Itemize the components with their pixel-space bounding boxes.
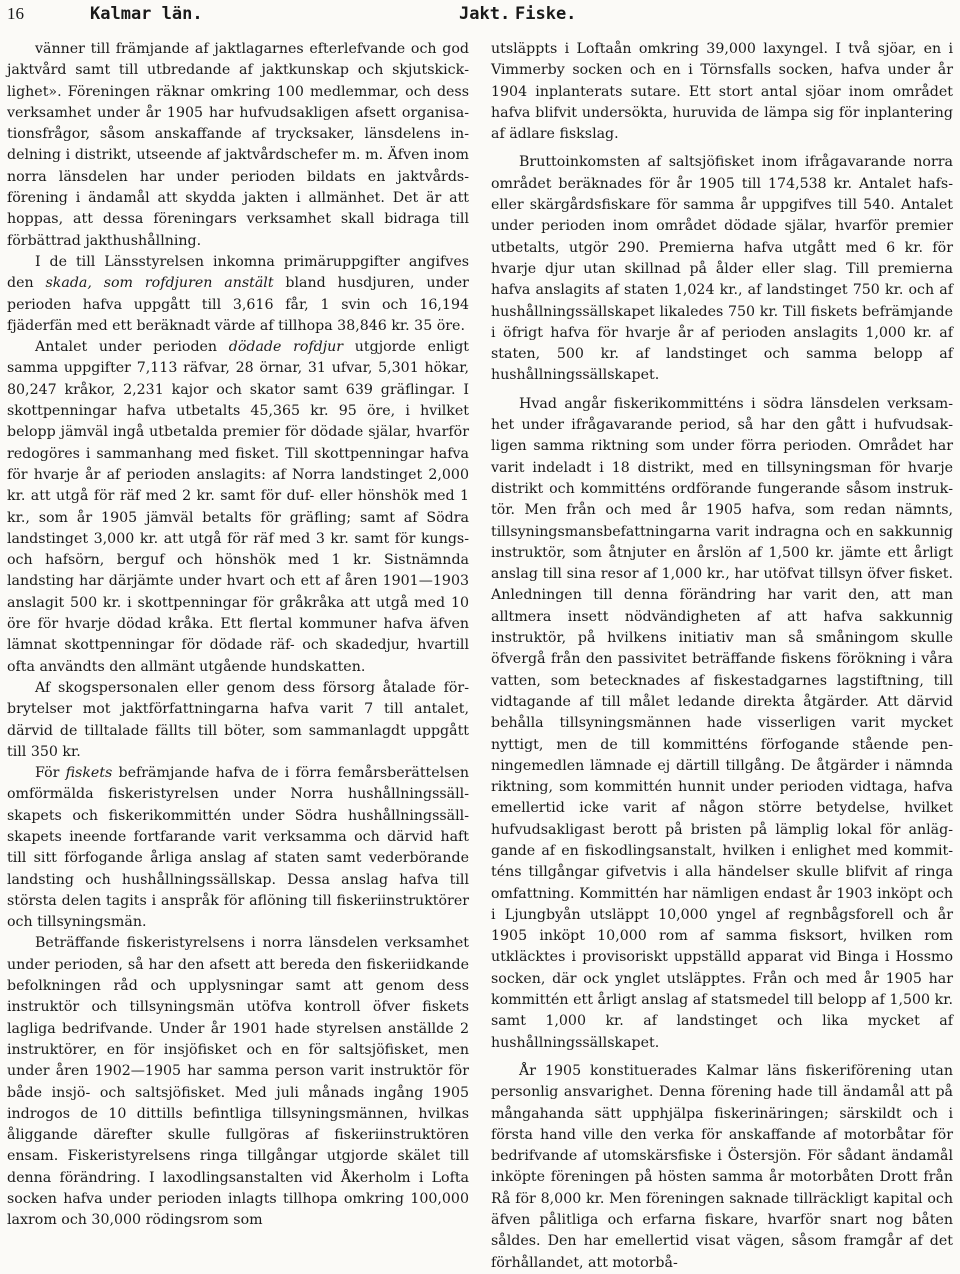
paragraph [7,678,469,763]
paragraph-text: utsläppts i Loftaån omkring 39,000 laxyngel. I två sjöar, en i Vimmerby socken och en i Törnsfalls socken, hafva under år 1904 inplanterats sutare. Ett stort antal sjöar inom området hafva blifvit undersökta, huruvida de lämpa sig för inplantering af ädlare fiskslag. [491,41,953,143]
running-title: Kalmar län. [90,4,203,24]
paragraph [491,1061,953,1274]
emphasized-text: dödade rofdjur [228,339,344,356]
section-label-hunting: Jakt. [459,4,511,24]
paragraph-text: År 1905 konstituerades Kalmar läns fiskeriförening utan personlig ansvarighet. Denna förening hade till ändamål att på mångahanda sätt upphjälpa fiskerinäringen; särskildt och i första hand ville den verka för anskaffande af motorbåtar för bedrifvande af utomskärsfiske i Östersjön. För sådant ändamål inköpte föreningen på hösten samma år motorbåten Drott från Rå för 8,000 kr. Men föreningen saknade tillräckligt kapital och äfven pålitliga och erfarna fiskare, hvarför snart nog båten såldes. Den har emellertid visat vägen, såsom framgår af det förhållandet, att motorbå- [491,1062,953,1271]
running-header [0,0,960,30]
left-column [7,39,469,1232]
paragraph [7,39,469,252]
paragraph [7,337,469,678]
paragraph-text: Hvad angår fiskerikommitténs i södra länsdelen verksamhet under ifrågavarande period, så har den gått i hufvudsakligen samma riktning som under förra perioden. Området har varit indeladt i 18 distrikt, med en tillsyningsman för hvarje distrikt och kommitténs ordförande fungerande såsom instruktör. Men från och med år 1905 hafva, som redan nämnts, tillsyningsmansbefattningarna varit indragna och en sakkunnig instruktör, som åtnjuter en årslön af 1,500 kr. jämte ett årligt anslag till sina resor af 1,000 kr., har utöfvat tillsyn öfver fisket. Anledningen till denna förändring har varit den, att man alltmera insett nödvändigheten af att hafva sakkunnig instruktör, på hvilkens initiativ man så småningom skulle öfvergå från den passivitet beträffande fiskens förökning i våra vatten, som betecknades af fiskestadgarnes lagstiftning, till vidtagande af till målet ledande direkta åtgärder. Att därvid behålla tillsyningsmännen hade visserligen varit mycket nyttigt, men de till kommitténs förfogande stående penningemedlen lämnade ej därtill tillgång. De åtgärder i nämnda riktning, som kommittén hunnit under perioden vidtaga, hafva emellertid icke varit af någon större betydelse, hvilket hufvudsakligast berott på bristen på lämplig lokal för anläggande af en fiskodlingsanstalt, hvilken i enlighet med kommitténs tillgångar gifvetvis i alla händelser skulle blifvit af ringa omfattning. Kommittén har nämligen endast år 1903 inköpt och i Ljungbyån utsläppt 10,000 yngel af regnbågsforell och år 1905 inköpt 10,000 rom af samma fisksort, hvilken rom utkläcktes i provisoriskt uppställd apparat vid Binga i Hossmo socken, där ock ynglet utsläpptes. Från och med år 1905 har kommittén ett årligt anslag af statsmedel till belopp af 1,500 kr. samt 1,000 kr. af landstinget och lika mycket af hushållningssällskapet. [491,395,953,1051]
paragraph-text: bland husdjuren, under perioden hafva uppgått till 3,616 får, 1 svin och 16,194 fjäderfän med ett beräknadt värde af tillhopa 38,846 kr. 35 öre. [7,275,469,334]
paragraph [491,394,953,1054]
emphasized-text: fiskets [65,765,113,782]
paragraph-text: befrämjande hafva de i förra femårsberättelsen omförmälda fiskeristyrelsen under Norra hushållningssällskapets och fiskerikommittén under Södra hushållningssällskapets ineende fortfarande varit verksamma och därvid haft till sitt förfogande årliga anslag af staten samt vederbörande landsting och hushållningssällskap. Dessa anslag hafva till största delen tagits i anspråk för aflöning till fiskeriinstruktörer och tillsyningsmän. [7,765,469,931]
section-label-fishing: Fiske. [515,4,577,24]
paragraph [491,152,953,386]
paragraph-text: Bruttoinkomsten af saltsjöfisket inom ifrågavarande norra området beräknades för år 1905 till 174,538 kr. Antalet hafs- eller skärgårdsfiskare för samma år uppgifves till 540. Antalet under perioden inom området dödade själar, hvarför premier utbetalts, utgör 290. Premierna hafva utgått med 6 kr. för hvarje djur utan skillnad på ålder eller slag. Till premierna hafva anslagits af staten 1,024 kr., af landstinget 750 kr. och af hushållningssällskapet likaledes 750 kr. Till fiskets befrämjande i öfrigt hafva för hvarje år af perioden anslagits 1,000 kr. af staten, 500 kr. af landstinget och samma belopp af hushållningssällskapet. [491,154,953,384]
paragraph-text: För [35,765,66,782]
paragraph [7,763,469,933]
paragraph [7,933,469,1231]
paragraph-text: Antalet under perioden [35,339,229,356]
paragraph [491,39,953,145]
page-number: 16 [7,4,24,23]
right-column [491,39,953,1274]
paragraph-text: I de till Länsstyrelsen inkomna primäruppgifter angifves den [7,253,469,292]
emphasized-text: skada, som rofdjuren anstält [45,275,274,292]
paragraph-text: Beträffande fiskeristyrelsens i norra länsdelen verksamhet under perioden, så har den afsett att bereda den fiskeriidkande befolkningen råd och upplysningar samt att genom dess instruktör och tillsyningsmän utöfva kontroll öfver fiskets lagliga bedrifvande. Under år 1901 hade styrelsen anställde 2 instruktörer, en för insjöfisket och en för saltsjöfisket, men under åren 1902—1905 har samma person varit instruktör för både insjö- och saltsjöfisket. Med juli månads ingång 1905 indrogos de 10 dittills befintliga tillsyningsmännen, hvilkas åliggande därefter skulle fullgöras af fiskeriinstruktören ensam. Fiskeristyrelsens ringa tillgångar utgjorde skälet till denna förändring. I laxodlingsanstalten vid Åkerholm i Lofta socken hafva under perioden inlagts tillhopa omkring 100,000 laxrom och 30,000 rödingsrom som [7,935,469,1229]
paragraph-text: vänner till främjande af jaktlagarnes efterlefvande och god jaktvård samt till utbredande af jaktkunskap och skjutskicklighet». Föreningen räknar omkring 100 medlemmar, och dess verksamhet under år 1905 har hufvudsakligen afsett organisationsfrågor, såsom anskaffande af trycksaker, länsdelens indelning i distrikt, utseende af jaktvårdschefer m. m. Äfven inom norra länsdelen har under perioden bildats en jaktvårdsförening i ändamål att skydda jakten i allmänhet. Det är att hoppas, att dessa föreningars verksamhet skall bidraga till förbättrad jakthushållning. [7,41,469,249]
paragraph-text: utgjorde enligt samma uppgifter 7,113 räfvar, 28 örnar, 31 ufvar, 5,301 hökar, 80,247 kråkor, 2,231 kajor och skator samt 639 gräflingar. I skottpenningar hafva utbetalts 45,365 kr. 95 öre, i hvilket belopp jämväl ingå utbetalda premier för dödade själar, hvarför redogöres i sammanhang med fisket. Till skottpenningar hafva för hvarje år af perioden anslagits: af Norra landstinget 2,000 kr. att utgå för räf med 2 kr. samt för duf- eller hönshök med 1 kr., som år 1905 jämväl betalts för gräfling; samt af Södra landstinget 3,000 kr. att utgå för räf med 3 kr. samt för kungs- och hafsörn, berguf och hönshök med 1 kr. Sistnämnda landsting har därjämte under hvart och ett af åren 1901—1903 anslagit 500 kr. i skottpenningar för gråkråka att utgå med 10 öre för hvarje dödad kråka. Ett flertal kommuner hafva äfven lämnat skottpenningar för dödade räf- och skadedjur, hvartill ofta användts den allmänt utgående hundskatten. [7,339,469,675]
paragraph-text: Af skogspersonalen eller genom dess försorg åtalade förbrytelser mot jaktförfattningarna hafva varit 7 till antalet, därvid de tilltalade fällts till böter, som sammanlagdt uppgått till 350 kr. [7,679,469,760]
paragraph [7,252,469,337]
